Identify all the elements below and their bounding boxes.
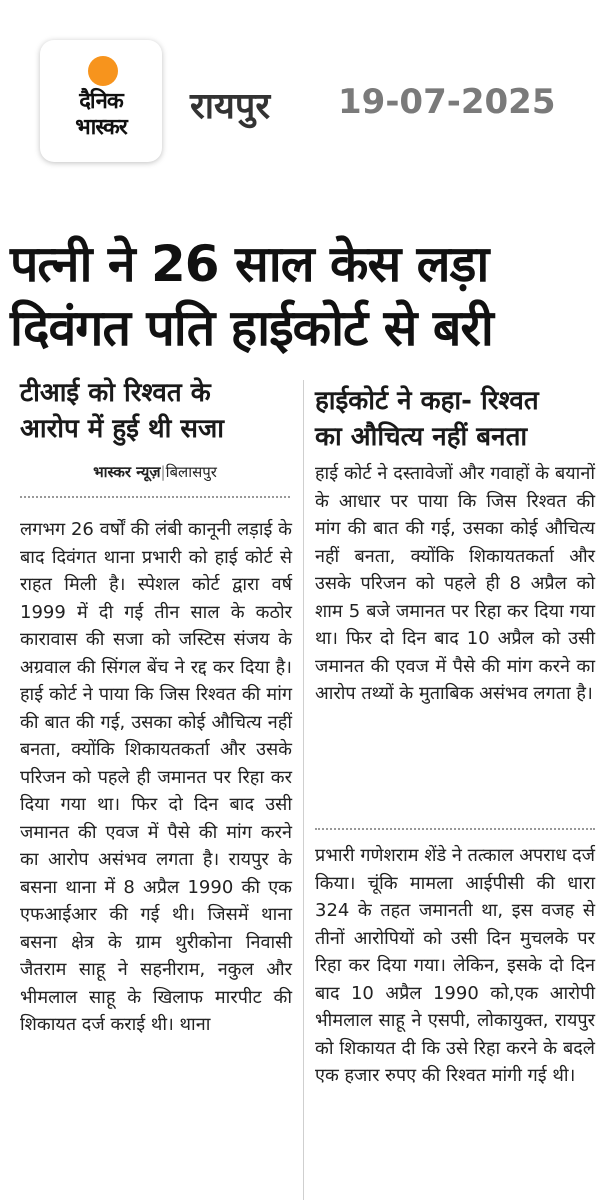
edition-date: 19-07-2025 xyxy=(338,82,556,122)
logo-word-bhaskar: भास्कर xyxy=(75,115,127,140)
byline xyxy=(20,462,290,482)
dainik-bhaskar-logo xyxy=(40,40,162,162)
edition-city: रायपुर xyxy=(190,86,271,127)
body-text-left-column: लगभग 26 वर्षों की लंबी कानूनी लड़ाई के बाद दिवंगत थाना प्रभारी को हाई कोर्ट से राहत मिली है। स्पेशल कोर्ट द्वारा वर्ष 1999 में दी गई तीन साल के कठोर कारावास की सजा को जस्टिस संजय के अग्रवाल की सिंगल बेंच ने रद्द कर दिया है। हाई कोर्ट ने पाया कि जिस रिश्वत की मांग की बात की गई, उसका कोई औचित्य नहीं बनता, क्योंकि शिकायतकर्ता और उसके परिजन को पहले ही जमानत पर रिहा कर दिया गया था। फिर दो दिन बाद उसी जमानत की एवज में पैसे की मांग करने का आरोप असंभव लगता है। रायपुर के बसना थाना में 8 अप्रैल 1990 की एक एफआईआर की गई थी। जिसमें थाना बसना क्षेत्र के ग्राम थुरीकोना निवासी जैतराम साहू ने सहनीराम, नकुल और भीमलाल साहू के खिलाफ मारपीट की शिकायत दर्ज कराई थी। थाना xyxy=(20,519,292,1035)
subheadline-right-line-1: हाईकोर्ट ने कहा- रिश्वत xyxy=(315,386,539,416)
body-text-right-column-1: हाई कोर्ट ने दस्तावेजों और गवाहों के बयानों के आधार पर पाया कि जिस रिश्वत की मांग की बात की गई, उसका कोई औचित्य नहीं बनता, क्योंकि शिकायतकर्ता और उसके परिजन को पहले ही 8 अप्रैल को शाम 5 बजे जमानत पर रिहा कर दिया गया था। फिर दो दिन बाद 10 अप्रैल को उसी जमानत की एवज में पैसे की मांग करने का आरोप तथ्यों के मुताबिक असंभव लगता है। xyxy=(315,463,595,704)
subheadline-right xyxy=(315,383,595,455)
right-column-divider xyxy=(315,828,595,830)
body-text-right-column-2: प्रभारी गणेशराम शेंडे ने तत्काल अपराध दर्ज किया। चूंकि मामला आईपीसी की धारा 324 के तहत जमानती था, इस वजह से तीनों आरोपियों को उसी दिन मुचलके पर रिहा कर दिया गया। लेकिन, इसके दो दिन बाद 10 अप्रैल 1990 को,एक आरोपी भीमलाल साहू ने एसपी, लोकायुक्त, रायपुर को शिकायत दी कि उसे रिहा करने के बदले एक हजार रुपए की रिश्वत मांगी गई थी। xyxy=(315,845,595,1086)
masthead xyxy=(0,0,603,190)
subheadline-left xyxy=(20,375,290,447)
subheadline-left-line-1: टीआई को रिश्वत के xyxy=(20,378,211,408)
column-divider xyxy=(303,380,304,1200)
subheadline-right-line-2: का औचित्य नहीं बनता xyxy=(315,422,528,452)
byline-divider xyxy=(20,496,290,498)
sun-icon xyxy=(88,56,118,86)
headline xyxy=(10,232,595,360)
headline-line-2: दिवंगत पति हाईकोर्ट से बरी xyxy=(10,299,493,357)
logo-word-dainik: दैनिक xyxy=(79,89,123,114)
byline-separator: | xyxy=(160,463,166,481)
headline-line-1: पत्नी ने 26 साल केस लड़ा xyxy=(10,235,489,293)
byline-place: बिलासपुर xyxy=(165,463,217,481)
byline-agency: भास्कर न्यूज़ xyxy=(93,463,161,481)
subheadline-left-line-2: आरोप में हुई थी सजा xyxy=(20,414,224,444)
